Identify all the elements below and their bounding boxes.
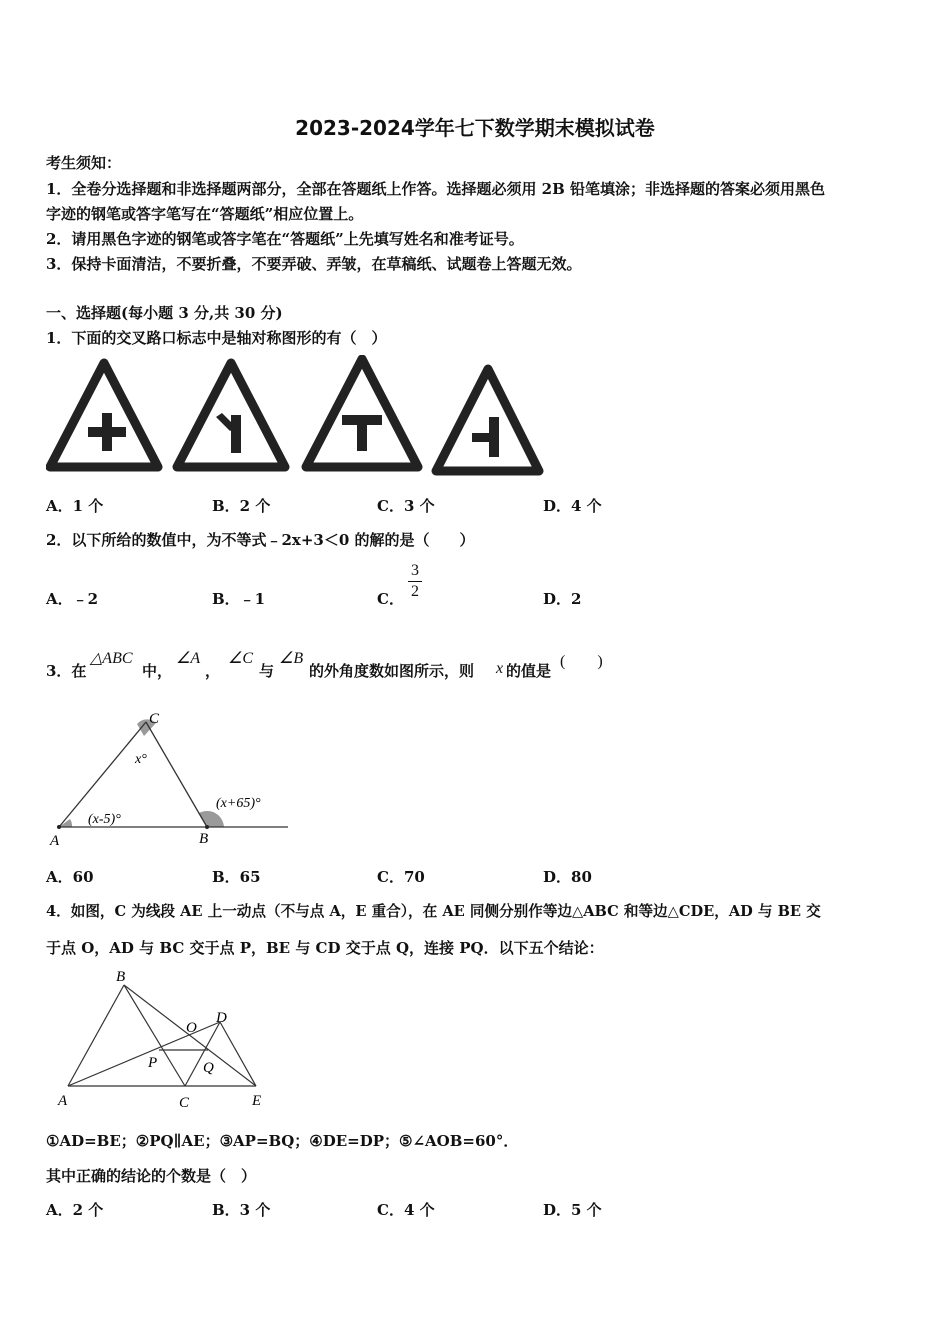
label-b: B (116, 969, 126, 985)
q2-option-d: D．2 (543, 590, 582, 608)
point-b (205, 825, 209, 829)
q1-option-c: C．3 个 (377, 497, 435, 515)
q4-stem-line-2: 于点 O，AD 与 BC 交于点 P，BE 与 CD 交于点 Q，连接 PQ．以下五个结论： (46, 939, 604, 957)
q3-option-b: B．65 (212, 868, 261, 886)
q4-option-b: B．3 个 (212, 1201, 271, 1219)
q1-stem: 1．下面的交叉路口标志中是轴对称图形的有（ ） (46, 329, 387, 347)
sign-t-junction-icon (306, 359, 418, 467)
q1-option-a: A．1 个 (46, 497, 104, 515)
q4-option-c: C．4 个 (377, 1201, 435, 1219)
q3-stem-prefix: 3．在 (46, 662, 87, 680)
q2-option-b: B．﹣1 (212, 590, 266, 608)
q1-option-d: D．4 个 (543, 497, 602, 515)
angle-a-mark (59, 819, 72, 827)
fraction-bar (408, 581, 422, 582)
label-q: Q (203, 1060, 214, 1076)
segment-ad (68, 1022, 220, 1086)
sign-y-junction-icon (177, 363, 285, 467)
q4-stem-line-1: 4．如图，C 为线段 AE 上一动点（不与点 A，E 重合），在 AE 同侧分别作等边△ABC 和等边△CDE，AD 与 BE 交 (46, 903, 821, 920)
label-angle-c: x° (135, 752, 147, 767)
q3-angle-c: ∠C (228, 650, 254, 667)
q3-stem-mid: 中， (142, 662, 173, 680)
q1-option-b: B．2 个 (212, 497, 271, 515)
q3-option-d: D．80 (543, 868, 592, 886)
label-angle-b-ext: (x+65)° (216, 796, 261, 811)
notice-line-1a: 1．全卷分选择题和非选择题两部分，全部在答题纸上作答。选择题必须用 2B 铅笔填涂；非选择题的答案必须用黑色 (46, 180, 826, 198)
label-a: A (50, 833, 60, 849)
sign-side-junction-icon (436, 369, 539, 471)
notice-line-1b: 字迹的钢笔或答字笔写在“答题纸”相应位置上。 (46, 205, 364, 223)
q2-option-c-fraction (405, 562, 425, 601)
fraction-numerator: 3 (411, 562, 419, 579)
q3-triangle-figure (44, 705, 304, 855)
q4-option-a: A．2 个 (46, 1201, 104, 1219)
q3-yu: 与 (259, 662, 275, 680)
side-cb (146, 722, 207, 827)
q4-option-d: D．5 个 (543, 1201, 602, 1219)
fraction-denominator: 2 (411, 583, 419, 600)
notice-line-2: 2．请用黑色字迹的钢笔或答字笔在“答题纸”上先填写姓名和准考证号。 (46, 230, 524, 248)
q2-stem: 2．以下所给的数值中，为不等式﹣2x+3＜0 的解的是（ ） (46, 531, 475, 549)
label-e: E (252, 1093, 262, 1109)
segment-de (220, 1022, 256, 1086)
label-o: O (186, 1020, 197, 1036)
q2-option-a: A．﹣2 (46, 590, 99, 608)
page-title: 2023-2024学年七下数学期末模拟试卷 (295, 116, 655, 140)
notice-heading: 考生须知： (46, 154, 122, 172)
label-angle-a: (x-5)° (88, 812, 121, 827)
q3-stem-end: 的值是 (506, 662, 552, 680)
label-b: B (199, 831, 209, 847)
label-a: A (58, 1093, 68, 1109)
notice-line-3: 3．保持卡面清洁，不要折叠，不要弄破、弄皱，在草稿纸、试题卷上答题无效。 (46, 255, 582, 273)
q3-angle-b: ∠B (279, 650, 304, 667)
section-heading: 一、选择题(每小题 3 分,共 30 分) (46, 304, 283, 322)
point-a (57, 825, 61, 829)
q3-answer-paren: ( ) (560, 653, 603, 670)
q3-variable-x: x (496, 660, 504, 677)
label-p: P (148, 1055, 158, 1071)
label-d: D (216, 1010, 227, 1026)
q3-stem-post: 的外角度数如图所示，则 (309, 662, 475, 680)
q3-angle-a: ∠A (176, 650, 201, 667)
label-c: C (149, 711, 160, 727)
label-c: C (179, 1095, 190, 1111)
segment-ab (68, 985, 124, 1086)
q1-sign-figures (46, 355, 546, 480)
q4-geometry-figure (50, 965, 280, 1115)
q4-conclusions: ①AD=BE；②PQ∥AE；③AP=BQ；④DE=DP；⑤∠AOB=60°． (46, 1132, 519, 1150)
q3-option-a: A．60 (46, 868, 94, 886)
q3-option-c: C．70 (377, 868, 425, 886)
q2-option-c-label: C． (377, 590, 404, 608)
q3-triangle-abc: △ABC (90, 650, 133, 667)
q3-comma: ， (205, 662, 221, 680)
sign-cross-icon (50, 363, 158, 467)
q4-ask: 其中正确的结论的个数是（ ） (46, 1167, 257, 1185)
